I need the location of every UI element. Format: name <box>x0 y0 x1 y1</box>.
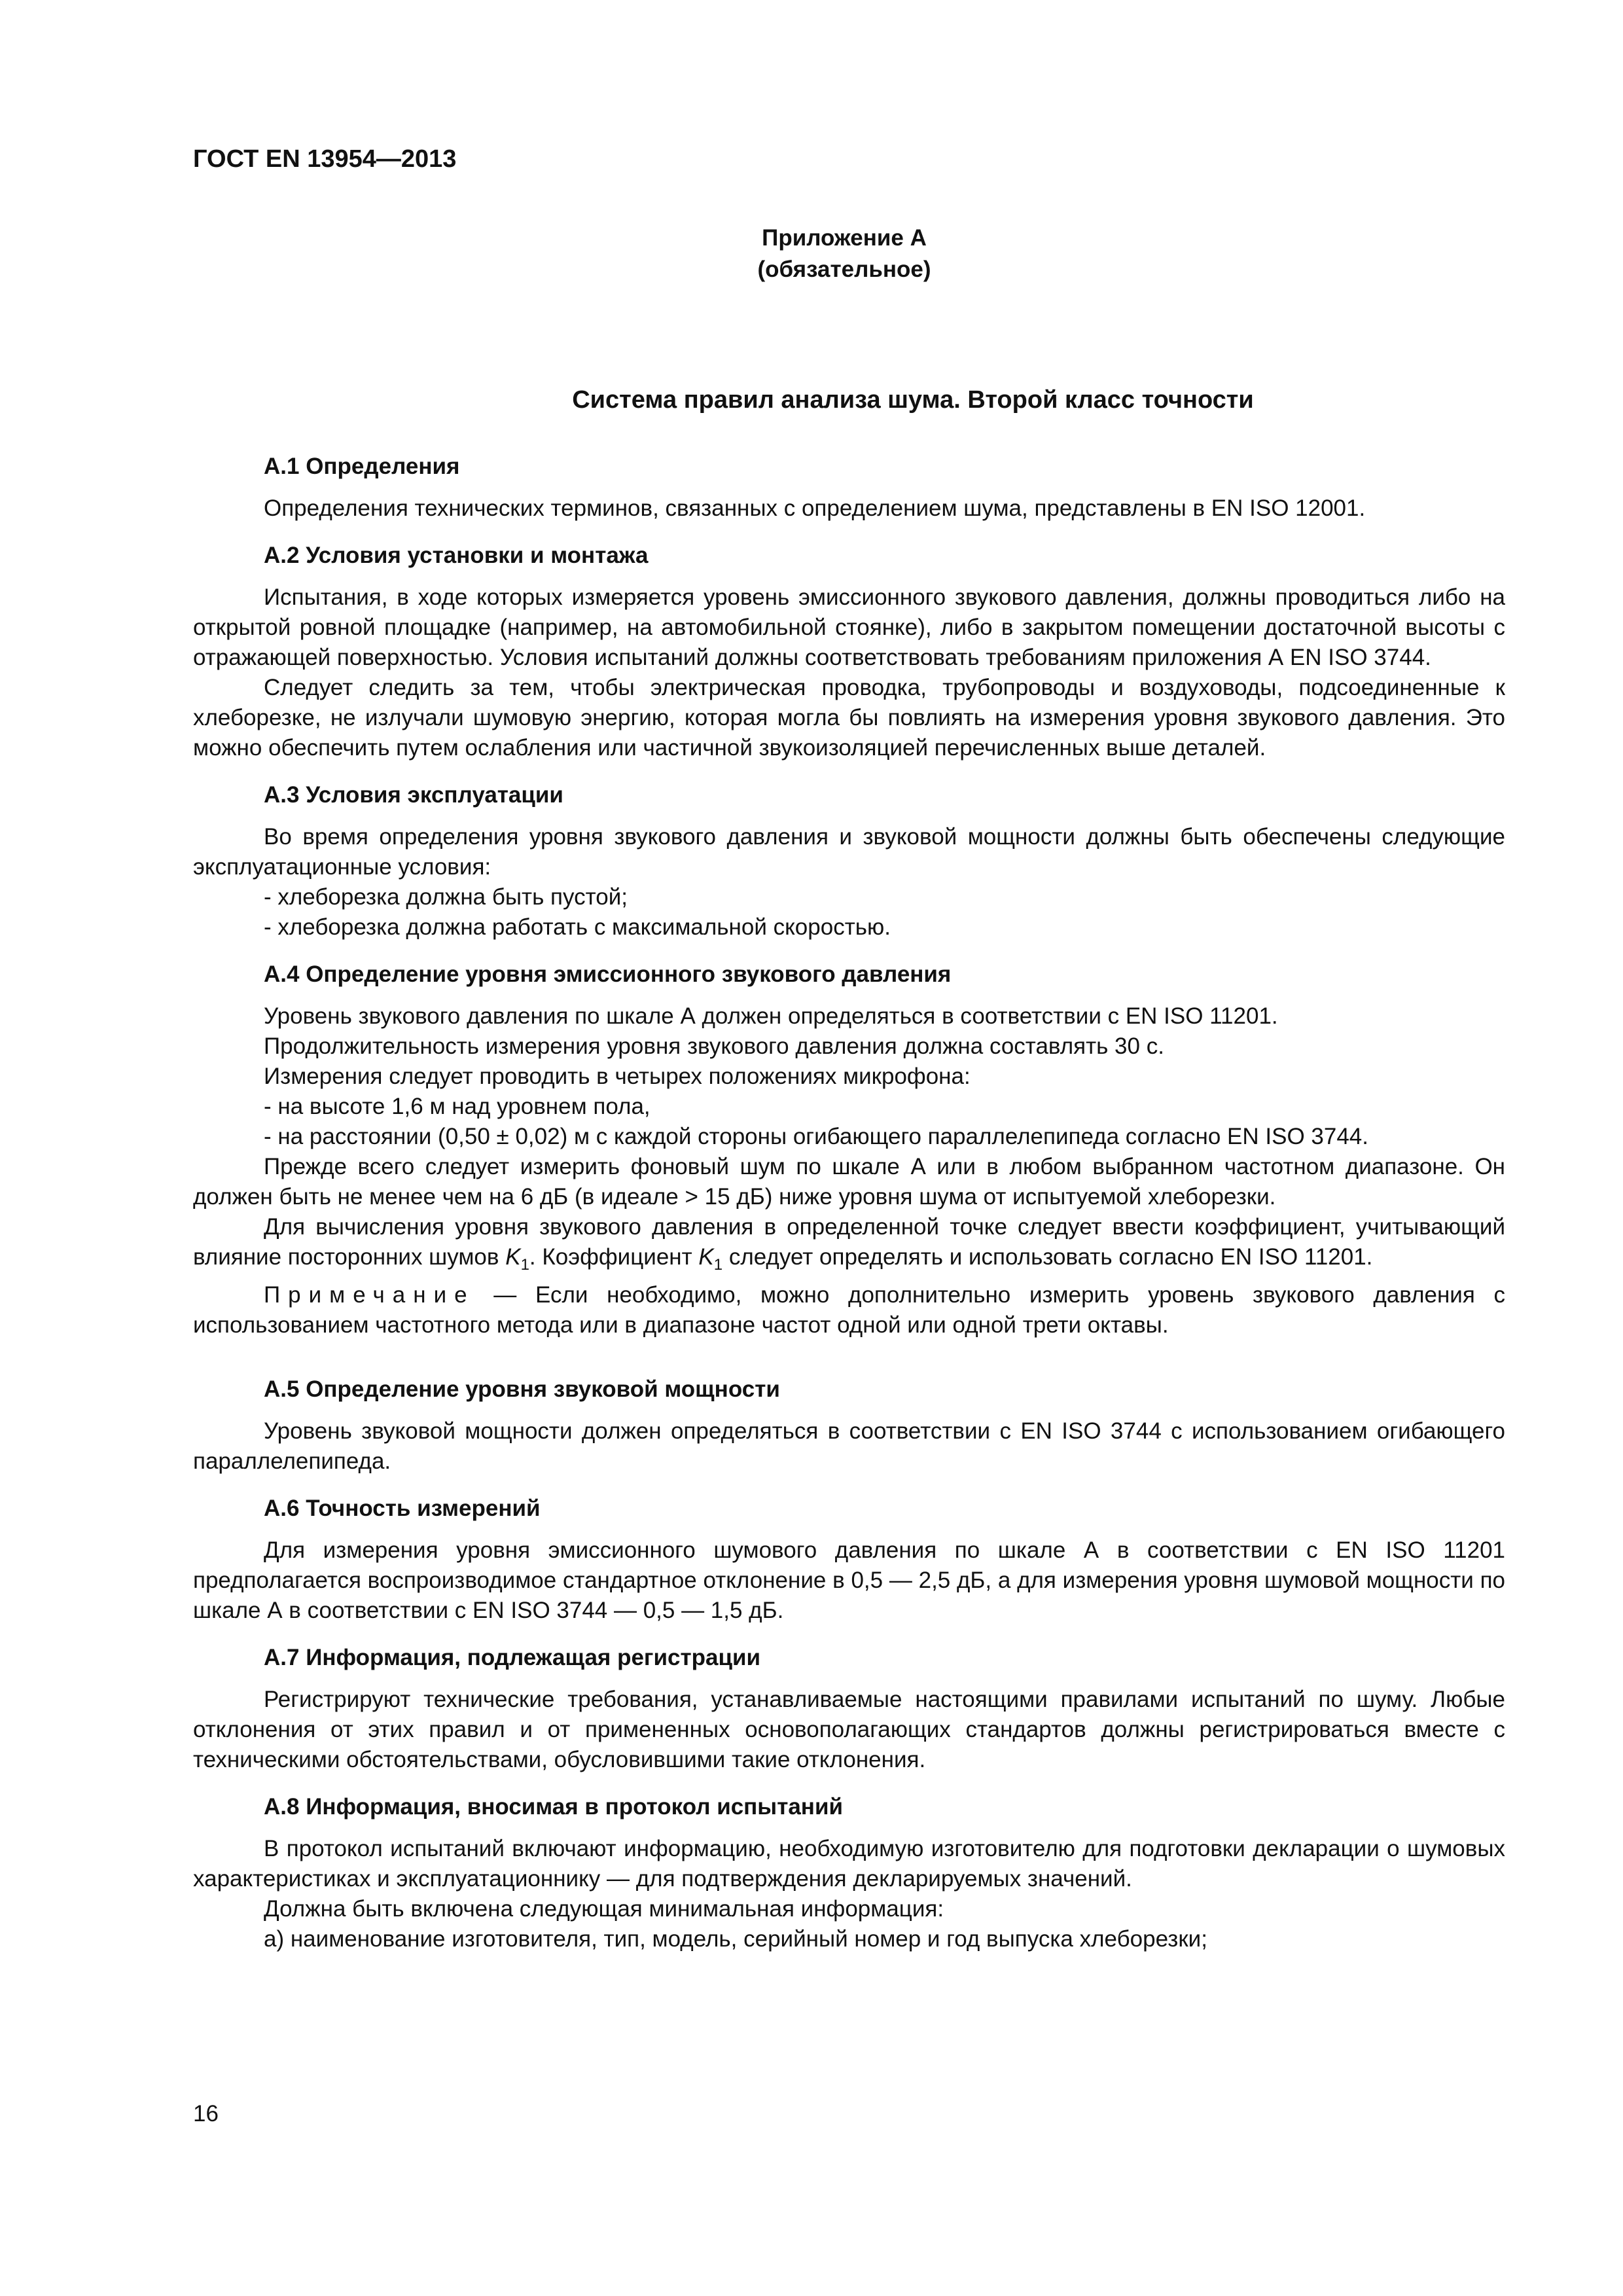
appendix-status: (обязательное) <box>757 257 931 282</box>
section-a1 <box>193 452 1505 524</box>
paragraph: Для измерения уровня эмиссионного шумового давления по шкале А в соответствии с EN ISO 11201 предполагается воспроизводимое стандартное отклонение в 0,5 — 2,5 дБ, а для измерения уровня шумовой мощности по шкале А в соответствии с EN ISO 3744 — 0,5 — 1,5 дБ. <box>193 1537 1505 1623</box>
appendix-heading <box>0 223 1623 285</box>
section-a3 <box>193 780 1505 942</box>
paragraph-text: . Коэффициент <box>529 1244 699 1270</box>
paragraph: Следует следить за тем, чтобы электрическая проводка, трубопроводы и воздуховоды, подсоединенные к хлеборезке, не излучали шумовую энергию, которая могла бы повлиять на измерения уровня звукового давления. Это можно обеспечить путем ослабления или частичной звукоизоляцией перечисленных выше деталей. <box>193 675 1505 761</box>
list-item: - на высоте 1,6 м над уровнем пола, <box>264 1094 651 1119</box>
k-subscript: 1 <box>520 1256 529 1274</box>
list-item: - хлеборезка должна быть пустой; <box>264 884 628 910</box>
k-symbol: K <box>505 1244 521 1270</box>
paragraph-text: следует определять и использовать согласно EN ISO 11201. <box>722 1244 1373 1270</box>
appendix-main-title: Система правил анализа шума. Второй класс точности <box>572 386 1254 414</box>
note-text: — Если необходимо, можно дополнительно измерить уровень звукового давления с использованием частотного метода или в диапазоне частот одной или одной трети октавы. <box>193 1282 1505 1338</box>
k-symbol: K <box>698 1244 714 1270</box>
paragraph: Определения технических терминов, связанных с определением шума, представлены в EN ISO 12001. <box>264 495 1366 521</box>
note-label: Примечание <box>264 1282 475 1308</box>
section-heading: А.2 Условия установки и монтажа <box>264 543 649 568</box>
section-a2 <box>193 541 1505 763</box>
page-number: 16 <box>193 2101 219 2126</box>
note <box>193 1280 1505 1340</box>
document-body <box>193 452 1505 1971</box>
paragraph-k1 <box>193 1212 1505 1280</box>
paragraph: Регистрируют технические требования, устанавливаемые настоящими правилами испытаний по шуму. Любые отклонения от этих правил и от примененных основополагающих стандартов должны регистрироваться вместе с техническими обстоятельствами, обусловившими такие отклонения. <box>193 1687 1505 1772</box>
paragraph: В протокол испытаний включают информацию, необходимую изготовителю для подготовки декларации о шумовых характеристиках и эксплуатационнику — для подтверждения декларируемых значений. <box>193 1836 1505 1892</box>
paragraph: Уровень звукового давления по шкале А должен определяться в соответствии с EN ISO 11201. <box>264 1003 1278 1029</box>
section-heading: А.8 Информация, вносимая в протокол испытаний <box>264 1794 843 1820</box>
section-a5 <box>193 1374 1505 1477</box>
section-heading: А.1 Определения <box>264 454 460 479</box>
section-a7 <box>193 1643 1505 1775</box>
paragraph-text: Для вычисления уровня звукового давления в определенной точке следует ввести коэффициент, учитывающий влияние посторонних шумов <box>193 1214 1505 1270</box>
list-item: - на расстоянии (0,50 ± 0,02) м с каждой стороны огибающего параллелепипеда согласно EN ISO 3744. <box>264 1124 1368 1149</box>
paragraph: Прежде всего следует измерить фоновый шум по шкале А или в любом выбранном частотном диапазоне. Он должен быть не менее чем на 6 дБ (в идеале > 15 дБ) ниже уровня шума от испытуемой хлеборезки. <box>193 1154 1505 1210</box>
section-a4 <box>193 960 1505 1340</box>
paragraph: Продолжительность измерения уровня звукового давления должна составлять 30 с. <box>264 1033 1164 1059</box>
list-item: - хлеборезка должна работать с максимальной скоростью. <box>264 914 891 940</box>
section-heading: А.5 Определение уровня звуковой мощности <box>264 1376 780 1402</box>
paragraph: Измерения следует проводить в четырех положениях микрофона: <box>264 1064 971 1089</box>
paragraph: Уровень звуковой мощности должен определяться в соответствии с EN ISO 3744 с использованием огибающего параллелепипеда. <box>193 1418 1505 1474</box>
section-heading: А.6 Точность измерений <box>264 1496 541 1521</box>
section-a8 <box>193 1792 1505 1954</box>
appendix-title: Приложение А <box>762 225 927 251</box>
paragraph: Испытания, в ходе которых измеряется уровень эмиссионного звукового давления, должны проводиться либо на открытой ровной площадке (например, на автомобильной стоянке), либо в закрытом помещении достаточной высоты с отражающей поверхностью. Условия испытаний должны соответствовать требованиям приложения А EN ISO 3744. <box>193 584 1505 670</box>
section-heading: А.7 Информация, подлежащая регистрации <box>264 1645 761 1670</box>
paragraph: Во время определения уровня звукового давления и звуковой мощности должны быть обеспечены следующие эксплуатационные условия: <box>193 824 1505 880</box>
paragraph: Должна быть включена следующая минимальная информация: <box>264 1896 944 1922</box>
section-heading: А.4 Определение уровня эмиссионного звукового давления <box>264 961 952 987</box>
section-heading: А.3 Условия эксплуатации <box>264 782 563 808</box>
section-a6 <box>193 1494 1505 1626</box>
k-subscript: 1 <box>713 1256 723 1274</box>
document-id-header: ГОСТ EN 13954—2013 <box>193 145 457 173</box>
list-item: а) наименование изготовителя, тип, модель, серийный номер и год выпуска хлеборезки; <box>264 1926 1207 1952</box>
